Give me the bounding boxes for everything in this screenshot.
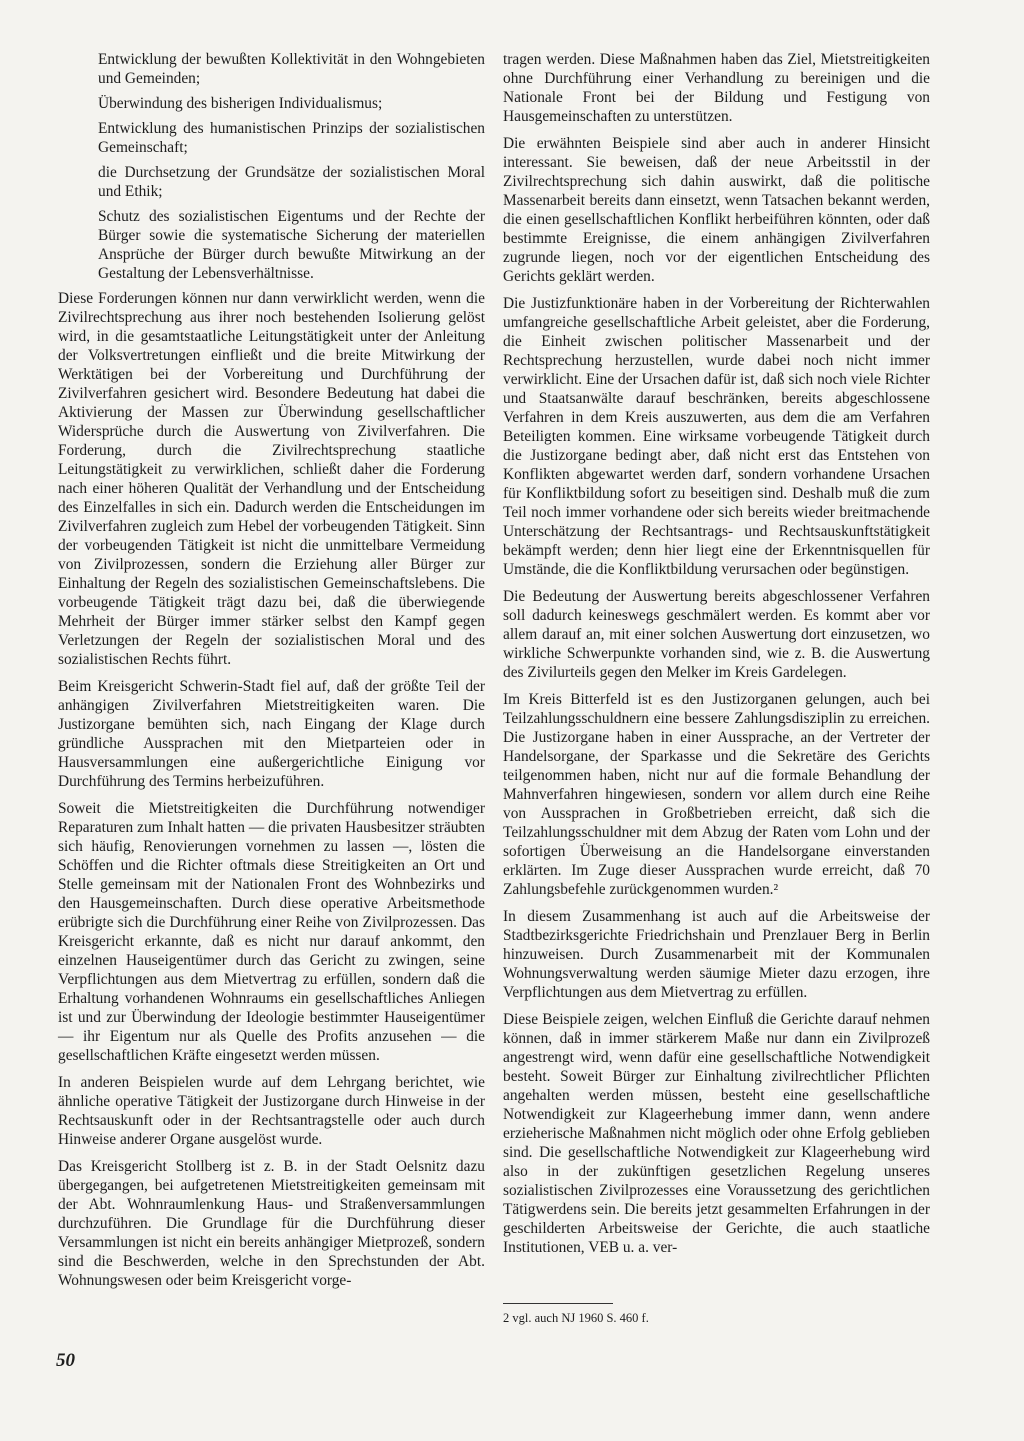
paragraph: Soweit die Mietstreitigkeiten die Durchführung notwendiger Reparaturen zum Inhalt hatten — die privaten Hausbesitzer sträubten sich häufig, Renovierungen vornehmen zu lassen —, lösten die Schöffen und die Richter oftmals diese Streitigkeiten an Ort und Stelle gemeinsam mit der Nationalen Front des Wohnbezirks und den Hausgemeinschaften. Durch diese operative Arbeitsmethode erübrigte sich die Durchführung einer Reihe von Zivilprozessen. Das Kreisgericht erkannte, daß es nicht nur darauf ankommt, den einzelnen Hauseigentümer durch das Gericht zu zwingen, seine Verpflichtungen aus dem Mietvertrag zu erfüllen, sondern daß die Erhaltung vorhandenen Wohnraums ein gesellschaftliches Anliegen ist und zur Überwindung der Ideologie bestimmter Hauseigentümer — ihr Eigentum nur als Quelle des Profits anzusehen — die gesellschaftlichen Kräfte eingesetzt werden müssen. <box>58 800 485 1064</box>
left-column <box>58 50 485 1298</box>
list-item: die Durchsetzung der Grundsätze der sozialistischen Moral und Ethik; <box>98 164 485 200</box>
requirements-list <box>58 50 485 283</box>
paragraph: Die Bedeutung der Auswertung bereits abgeschlossener Verfahren soll dadurch keineswegs geschmälert werden. Es kommt aber vor allem darauf an, mit einer solchen Auswertung dort einzusetzen, wo wirkliche Schwerpunkte vorhanden sind, wie z. B. die Auswertung des Zivilurteils gegen den Melker im Kreis Gardelegen. <box>503 588 930 681</box>
paragraph: Die Justizfunktionäre haben in der Vorbereitung der Richterwahlen umfangreiche gesellschaftliche Arbeit geleistet, aber die Forderung, die Einheit zwischen politischer Massenarbeit und der Rechtsprechung herzustellen, wurde dabei noch nicht immer verwirklicht. Eine der Ursachen dafür ist, daß sich noch viele Richter und Staatsanwälte darauf beschränken, bereits abgeschlossene Verfahren in dem Kreis auszuwerten, aus dem die am Verfahren Beteiligten kommen. Eine wirksame vorbeugende Tätigkeit durch die Justizorgane bedingt aber, daß nicht erst das Entstehen von Konflikten abgewartet werden darf, sondern vorhandene Ursachen für Konfliktbildung sofort zu beseitigen sind. Deshalb muß die zum Teil noch immer vorhandene oder sich bereits wieder breitmachende Unterschätzung der Rechtsantrags- und Rechtsauskunftstätigkeit bekämpft werden; denn hier liegt eine der Erkenntnisquellen für Umstände, die die Konfliktbildung verursachen oder begünstigen. <box>503 295 930 578</box>
list-item: Entwicklung des humanistischen Prinzips der sozialistischen Gemeinschaft; <box>98 120 485 156</box>
paragraph: tragen werden. Diese Maßnahmen haben das Ziel, Mietstreitigkeiten ohne Durchführung einer Verhandlung zu bereinigen und die Nationale Front bei der Bildung und Festigung von Hausgemeinschaften zu unterstützen. <box>503 51 930 125</box>
paragraph: Beim Kreisgericht Schwerin-Stadt fiel auf, daß der größte Teil der anhängigen Zivilverfahren Mietstreitigkeiten waren. Die Justizorgane bemühten sich, nach Eingang der Klage durch gründliche Aussprachen mit den Mietparteien oder in Hausversammlungen eine außergerichtliche Einigung vor Durchführung des Termins herbeizuführen. <box>58 678 485 790</box>
page-number: 50 <box>56 1350 75 1371</box>
paragraph: Diese Beispiele zeigen, welchen Einfluß die Gerichte darauf nehmen können, daß in immer stärkerem Maße nur dann ein Zivilprozeß angestrengt wird, wenn dafür eine gesellschaftliche Notwendigkeit besteht. Soweit Bürger zur Einhaltung zivilrechtlicher Pflichten angehalten werden müssen, besteht eine gesellschaftliche Notwendigkeit zur Klageerhebung immer dann, wenn andere erzieherische Maßnahmen nicht möglich oder ohne Erfolg geblieben sind. Die gesellschaftliche Notwendigkeit zur Klageerhebung wird also in der zukünftigen gesetzlichen Regelung unseres sozialistischen Zivilprozesses eine Voraussetzung des gerichtlichen Tätigwerdens sein. Die bereits jetzt gesammelten Erfahrungen in der geschilderten Arbeitsweise der Gerichte, die auch staatliche Institutionen, VEB u. a. ver- <box>503 1011 930 1256</box>
right-column <box>503 50 930 1265</box>
paragraph: In anderen Beispielen wurde auf dem Lehrgang berichtet, wie ähnliche operative Tätigkeit der Justizorgane durch Hinweise in der Rechtsauskunft oder in der Rechtsantragstelle oder auch durch Hinweise anderer Organe ausgelöst wurde. <box>58 1074 485 1148</box>
paragraph: In diesem Zusammenhang ist auch auf die Arbeitsweise der Stadtbezirksgerichte Friedrichshain und Prenzlauer Berg in Berlin hinzuweisen. Durch Zusammenarbeit mit der Kommunalen Wohnungsverwaltung werden säumige Mieter dazu erzogen, ihre Verpflichtungen aus dem Mietvertrag zu erfüllen. <box>503 908 930 1001</box>
list-item: Überwindung des bisherigen Individualismus; <box>98 95 383 112</box>
footnote-divider <box>503 1303 613 1304</box>
paragraph: Diese Forderungen können nur dann verwirklicht werden, wenn die Zivilrechtsprechung aus ihrer noch bestehenden Isolierung gelöst wird, in die gesamtstaatliche Leitungstätigkeit unter der Anleitung der Volksvertretungen einfließt und die breite Mitwirkung der Werktätigen bei der Vorbereitung und Durchführung der Zivilverfahren gesichert wird. Besondere Bedeutung hat dabei die Aktivierung der Massen zur Überwindung gesellschaftlicher Widersprüche durch die Auswertung von Zivilverfahren. Die Forderung, durch die Zivilrechtsprechung staatliche Leitungstätigkeit zu verwirklichen, schließt daher die Forderung nach einer höheren Qualität der Verhandlung und der Entscheidung des Einzelfalles in sich ein. Dadurch werden die Entscheidungen im Zivilverfahren zugleich zum Hebel der vorbeugenden Tätigkeit. Sinn der vorbeugenden Tätigkeit ist nicht die unmittelbare Vermeidung von Zivilprozessen, sondern die Erziehung aller Bürger zur Einhaltung der Regeln des sozialistischen Gemeinschaftslebens. Die vorbeugende Tätigkeit trägt dazu bei, daß die überwiegende Mehrheit der Bürger immer stärker selbst den Kampf gegen Verletzungen der Regeln der sozialistischen Moral und des sozialistischen Rechts führt. <box>58 290 485 668</box>
list-item: Entwicklung der bewußten Kollektivität in den Wohngebieten und Gemeinden; <box>98 51 485 87</box>
footnote: 2 vgl. auch NJ 1960 S. 460 f. <box>503 1311 649 1325</box>
paragraph: Im Kreis Bitterfeld ist es den Justizorganen gelungen, auch bei Teilzahlungsschuldnern eine bessere Zahlungsdisziplin zu erreichen. Die Justizorgane haben in einer Aussprache, an der Vertreter der Handelsorgane, der Sparkasse und die Sekretäre des Gerichts teilgenommen haben, nicht nur auf die formale Behandlung der Mahnverfahren hingewiesen, sondern vor allem durch eine Reihe von Aussprachen in Großbetrieben erreicht, daß sich die Teilzahlungsschuldner mit dem Abzug der Raten vom Lohn und der sofortigen Überweisung an die Handelsorgane einverstanden erklärten. Im Zuge dieser Aussprachen wurde erreicht, daß 70 Zahlungsbefehle zurückgenommen wurden.² <box>503 691 930 898</box>
list-item: Schutz des sozialistischen Eigentums und der Rechte der Bürger sowie die systematische Sicherung der materiellen Ansprüche der Bürger durch bewußte Mitwirkung an der Gestaltung der Lebensverhältnisse. <box>98 208 485 282</box>
paragraph: Das Kreisgericht Stollberg ist z. B. in der Stadt Oelsnitz dazu übergegangen, bei aufgetretenen Mietstreitigkeiten gemeinsam mit der Abt. Wohnraumlenkung Haus- und Straßenversammlungen durchzuführen. Die Grundlage für die Durchführung dieser Versammlungen ist nicht ein bereits anhängiger Mietprozeß, sondern sind die Beschwerden, welche in den Sprechstunden der Abt. Wohnungswesen oder beim Kreisgericht vorge- <box>58 1158 485 1289</box>
paragraph: Die erwähnten Beispiele sind aber auch in anderer Hinsicht interessant. Sie beweisen, daß der neue Arbeitsstil in der Zivilrechtsprechung sich dahin auswirkt, daß die politische Massenarbeit bereits dann einsetzt, wenn Tatsachen bekannt werden, die einen gesellschaftlichen Konflikt herbeiführen könnten, oder daß bestimmte Ereignisse, die einem anhängigen Zivilverfahren zugrunde liegen, noch vor der eigentlichen Entscheidung des Gerichts geklärt werden. <box>503 135 930 285</box>
